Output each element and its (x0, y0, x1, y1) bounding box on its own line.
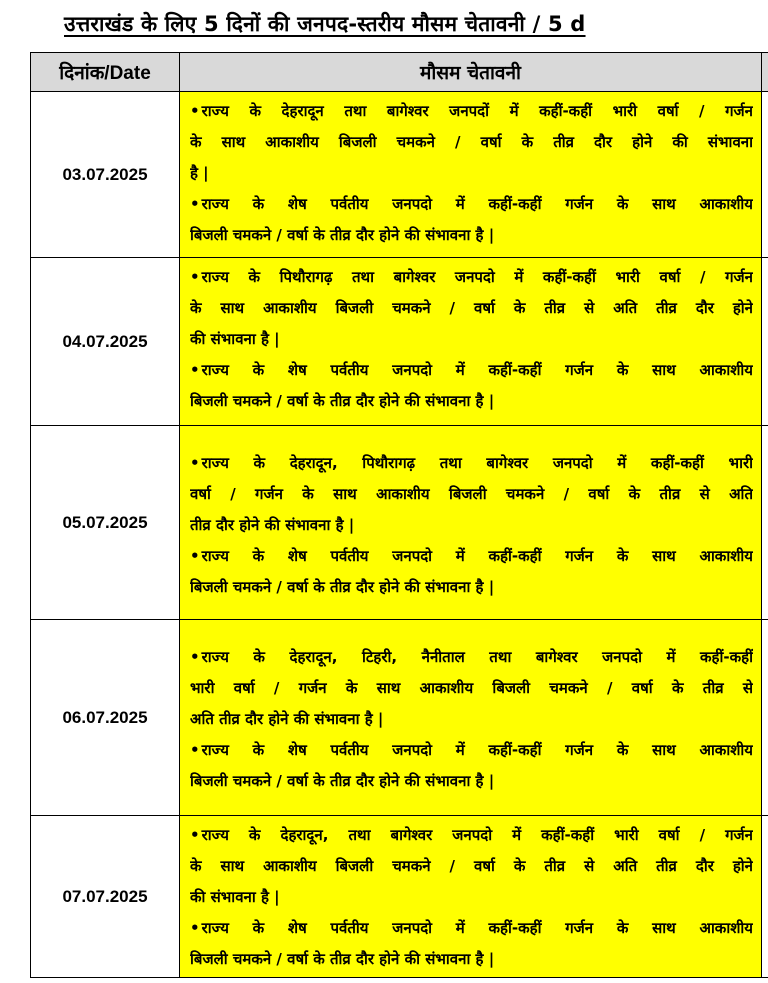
cut-off-cell (762, 92, 768, 258)
warning-cell (180, 426, 762, 620)
bullet-icon: • (190, 826, 200, 844)
warning-line (190, 704, 753, 735)
warning-text: वर्षा / गर्जन के साथ आकाशीय बिजली चमकने / वर्षा के तीव्र से अति (190, 485, 753, 503)
warning-cell (180, 92, 762, 258)
warning-line (190, 96, 753, 127)
warning-text: राज्य के देहरादून तथा बागेश्वर जनपदों में कहीं-कहीं भारी वर्षा / गर्जन (201, 102, 753, 120)
bullet-icon: • (190, 741, 200, 759)
date-cell: 04.07.2025 (31, 258, 180, 426)
warning-text: अति तीव्र दौर होने की संभावना है | (190, 710, 384, 728)
bullet-icon: • (190, 268, 200, 286)
warning-line (190, 189, 753, 220)
warning-line (190, 673, 753, 704)
warning-text: बिजली चमकने / वर्षा के तीव्र दौर होने की संभावना है | (190, 950, 495, 968)
warning-text: राज्य के शेष पर्वतीय जनपदो में कहीं-कहीं गर्जन के साथ आकाशीय (201, 547, 753, 565)
column-header-date: दिनांक/Date (31, 53, 180, 92)
bullet-icon: • (190, 195, 200, 213)
cut-off-cell (762, 258, 768, 426)
cut-off-cell (762, 620, 768, 816)
date-cell: 03.07.2025 (31, 92, 180, 258)
warning-text: बिजली चमकने / वर्षा के तीव्र दौर होने की संभावना है | (190, 772, 495, 790)
warning-text: की संभावना है | (190, 888, 280, 906)
table-row (31, 426, 768, 620)
bullet-icon: • (190, 547, 200, 565)
warning-line (190, 642, 753, 673)
warning-line (190, 386, 753, 417)
warning-line (190, 735, 753, 766)
warning-line (190, 944, 753, 975)
date-cell: 06.07.2025 (31, 620, 180, 816)
table-row (31, 620, 768, 816)
warning-text: तीव्र दौर होने की संभावना है | (190, 516, 355, 534)
warning-line (190, 510, 753, 541)
warning-text: भारी वर्षा / गर्जन के साथ आकाशीय बिजली चमकने / वर्षा के तीव्र से (190, 679, 753, 697)
warning-table (30, 52, 768, 978)
date-cell: 05.07.2025 (31, 426, 180, 620)
warning-line (190, 448, 753, 479)
warning-text: राज्य के शेष पर्वतीय जनपदो में कहीं-कहीं गर्जन के साथ आकाशीय (201, 195, 753, 213)
warning-line (190, 882, 753, 913)
warning-line (190, 820, 753, 851)
warning-text: बिजली चमकने / वर्षा के तीव्र दौर होने की संभावना है | (190, 392, 495, 410)
warning-cell (180, 620, 762, 816)
cut-off-cell (762, 426, 768, 620)
warning-text: के साथ आकाशीय बिजली चमकने / वर्षा के तीव्र से अति तीव्र दौर होने (190, 857, 753, 875)
warning-text: राज्य के शेष पर्वतीय जनपदो में कहीं-कहीं गर्जन के साथ आकाशीय (201, 741, 753, 759)
warning-text: बिजली चमकने / वर्षा के तीव्र दौर होने की संभावना है | (190, 578, 495, 596)
bullet-icon: • (190, 919, 200, 937)
date-cell: 07.07.2025 (31, 816, 180, 978)
warning-text: राज्य के देहरादून, टिहरी, नैनीताल तथा बागेश्वर जनपदो में कहीं-कहीं (201, 648, 753, 666)
table-row (31, 816, 768, 978)
bullet-icon: • (190, 648, 200, 666)
bullet-icon: • (190, 102, 200, 120)
bullet-icon: • (190, 454, 200, 472)
warning-line (190, 913, 753, 944)
warning-line (190, 572, 753, 603)
warning-text: राज्य के पिथौरागढ़ तथा बागेश्वर जनपदो में कहीं-कहीं भारी वर्षा / गर्जन (201, 268, 753, 286)
warning-text: के साथ आकाशीय बिजली चमकने / वर्षा के तीव्र दौर होने की संभावना (190, 133, 753, 151)
warning-text: के साथ आकाशीय बिजली चमकने / वर्षा के तीव्र से अति तीव्र दौर होने (190, 299, 753, 317)
warning-line (190, 293, 753, 324)
warning-line (190, 220, 753, 251)
warning-cell (180, 258, 762, 426)
warning-line (190, 127, 753, 158)
warning-line (190, 766, 753, 797)
column-header-warning: मौसम चेतावनी (180, 53, 762, 92)
warning-line (190, 324, 753, 355)
page-title: उत्तराखंड के लिए 5 दिनों की जनपद-स्तरीय मौसम चेतावनी / 5 d (64, 12, 586, 36)
warning-text: बिजली चमकने / वर्षा के तीव्र दौर होने की संभावना है | (190, 226, 495, 244)
warning-text: है | (190, 164, 209, 182)
warning-line (190, 851, 753, 882)
bullet-icon: • (190, 361, 200, 379)
table-row (31, 92, 768, 258)
table-header-row (31, 53, 768, 92)
warning-text: राज्य के देहरादून, तथा बागेश्वर जनपदो में कहीं-कहीं भारी वर्षा / गर्जन (201, 826, 753, 844)
warning-text: राज्य के देहरादून, पिथौरागढ़ तथा बागेश्वर जनपदो में कहीं-कहीं भारी (201, 454, 753, 472)
warning-line (190, 262, 753, 293)
warning-text: की संभावना है | (190, 330, 280, 348)
warning-cell (180, 816, 762, 978)
warning-text: राज्य के शेष पर्वतीय जनपदो में कहीं-कहीं गर्जन के साथ आकाशीय (201, 919, 753, 937)
cut-off-cell (762, 816, 768, 978)
table-row (31, 258, 768, 426)
warning-line (190, 355, 753, 386)
warning-line (190, 158, 753, 189)
warning-line (190, 541, 753, 572)
warning-text: राज्य के शेष पर्वतीय जनपदो में कहीं-कहीं गर्जन के साथ आकाशीय (201, 361, 753, 379)
warning-line (190, 479, 753, 510)
column-header-cut-off (762, 53, 768, 92)
